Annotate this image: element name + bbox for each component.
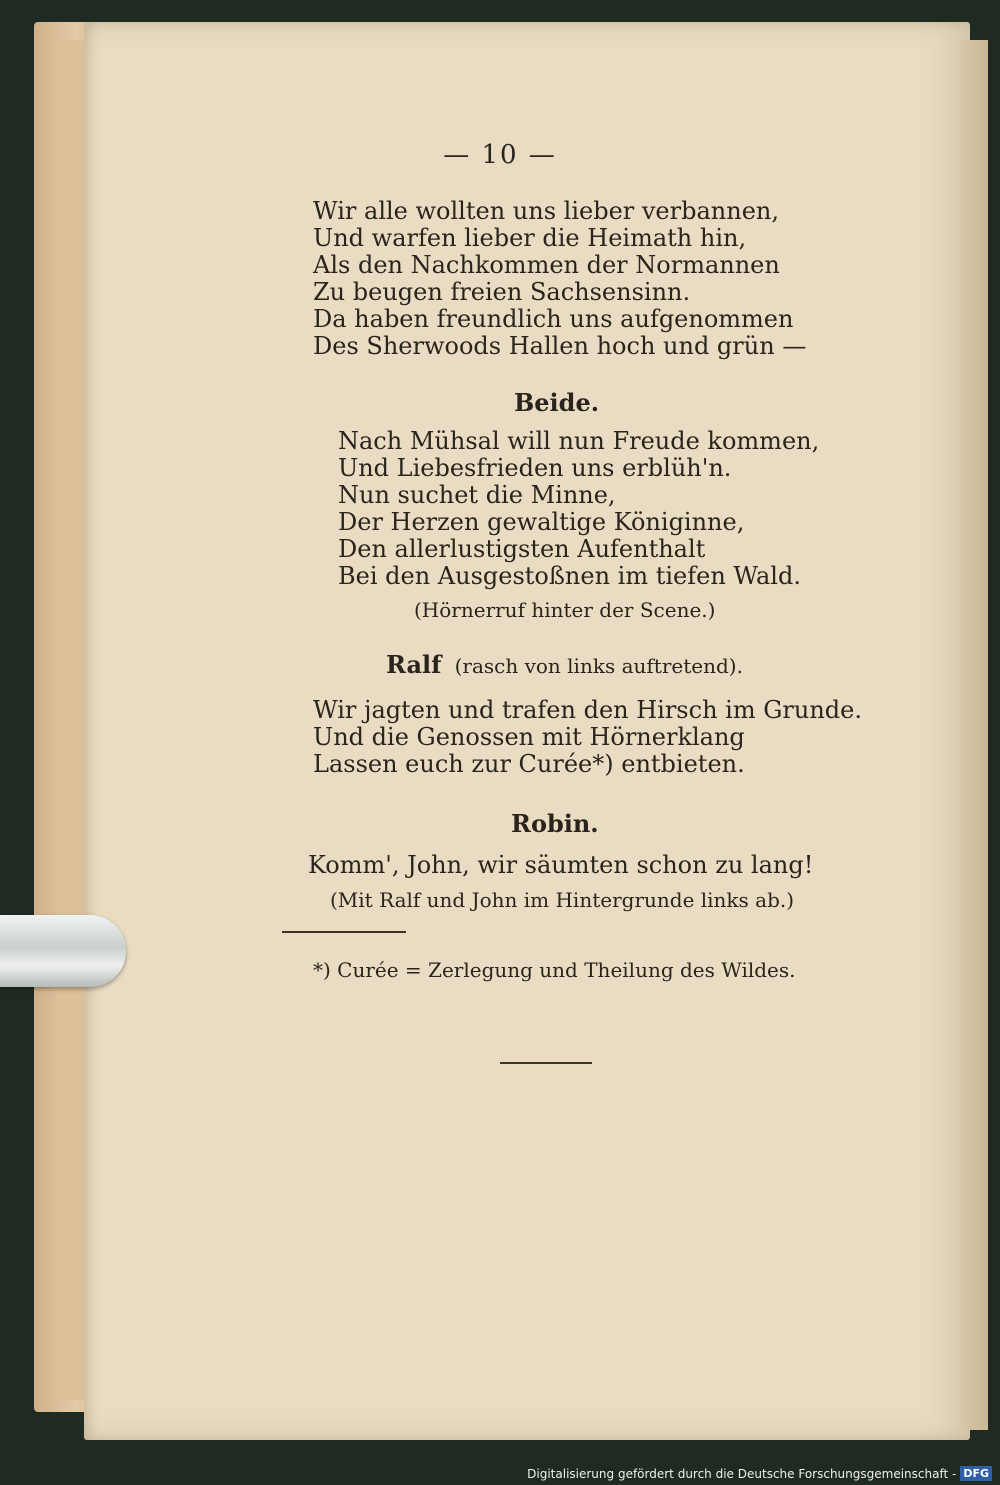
speaker-line-ralf — [386, 650, 743, 679]
verse-line: Des Sherwoods Hallen hoch und grün — — [313, 332, 807, 360]
speaker-heading-robin: Robin. — [511, 809, 599, 838]
footnote-rule — [282, 931, 406, 933]
stage-direction: (Mit Ralf und John im Hintergrunde links ab.) — [330, 888, 795, 912]
verse-line: Und die Genossen mit Hörnerklang — [313, 723, 745, 751]
verse-line: Der Herzen gewaltige Königinne, — [338, 508, 745, 536]
verse-line: Wir alle wollten uns lieber verbannen, — [313, 197, 779, 225]
stage-direction: (rasch von links auftretend). — [454, 654, 743, 678]
verse-line: Lassen euch zur Curée*) entbieten. — [313, 750, 745, 778]
verse-line: Und warfen lieber die Heimath hin, — [313, 224, 747, 252]
verse-line: Komm', John, wir säumten schon zu lang! — [308, 851, 814, 879]
verse-line: Und Liebesfrieden uns erblüh'n. — [338, 454, 732, 482]
verse-line: Zu beugen freien Sachsensinn. — [313, 278, 691, 306]
speaker-heading-beide: Beide. — [514, 388, 600, 417]
verse-line: Bei den Ausgestoßnen im tiefen Wald. — [338, 562, 801, 590]
page-clip — [0, 915, 126, 987]
verse-line: Nach Mühsal will nun Freude kommen, — [338, 427, 820, 455]
page-number: — 10 — — [443, 140, 557, 170]
footer — [527, 1466, 992, 1481]
verse-line: Da haben freundlich uns aufgenommen — [313, 305, 794, 333]
dfg-logo: DFG — [960, 1466, 992, 1481]
footnote: *) Curée = Zerlegung und Theilung des Wildes. — [313, 958, 796, 982]
verse-line: Als den Nachkommen der Normannen — [313, 251, 780, 279]
speaker-heading-ralf: Ralf — [386, 650, 442, 679]
verse-line: Wir jagten und trafen den Hirsch im Grunde. — [313, 696, 862, 724]
end-rule — [500, 1062, 592, 1064]
verse-line: Nun suchet die Minne, — [338, 481, 616, 509]
page-edge — [960, 40, 988, 1430]
stage-direction: (Hörnerruf hinter der Scene.) — [414, 598, 716, 622]
verse-line: Den allerlustigsten Aufenthalt — [338, 535, 706, 563]
footer-text: Digitalisierung gefördert durch die Deutsche Forschungsgemeinschaft - — [527, 1466, 957, 1481]
